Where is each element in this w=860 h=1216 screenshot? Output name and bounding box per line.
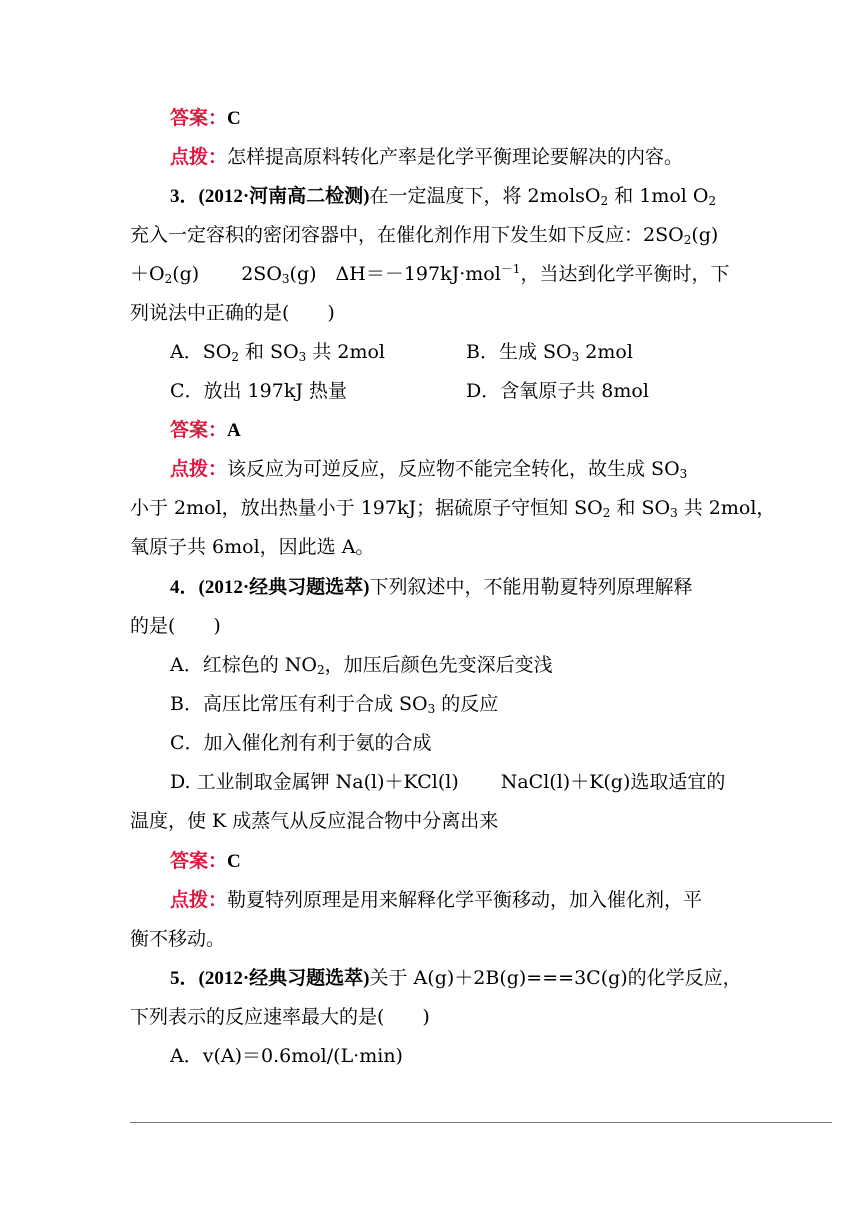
option-b: B．生成 $SO_3$ 2mol xyxy=(466,341,633,364)
q4-hint-line1 xyxy=(170,888,702,912)
stem-text: 关于 A(g)＋2B(g)===3C(g)的化学反应， xyxy=(369,967,742,989)
option-text: C．加入催化剂有利于氨的合成 xyxy=(170,732,432,754)
option-text: D. 工业制取金属钾 Na(l)＋KCl(l) xyxy=(170,771,459,793)
option-a: A．红棕色的 $NO_2$，加压后颜色先变深后变浅 xyxy=(170,654,553,677)
stem-text: 和 1mol O xyxy=(608,185,709,207)
stem-text: ，当达到化学平衡时，下 xyxy=(520,263,730,285)
option-text: 和 SO xyxy=(238,341,299,363)
q3-answer xyxy=(170,418,241,443)
option-c xyxy=(170,731,432,755)
stem-text: 下列叙述中，不能用勒夏特列原理解释 xyxy=(369,576,693,598)
q4-answer xyxy=(170,849,241,874)
q3-stem-line3: $+O_2(g)$ $2SO_3(g)$ ΔH＝－197kJ·mol$^{-1}$，当达到化学平衡时，下 xyxy=(130,262,730,286)
hint-text: 共 2mol， xyxy=(677,497,776,519)
q3-hint-line3 xyxy=(130,535,374,559)
hint-label: 点拨： xyxy=(170,889,228,911)
stem-text: ＋O xyxy=(130,263,165,285)
q3-stem-line4 xyxy=(130,301,335,325)
option-text: A．SO xyxy=(170,341,232,363)
option-text: C．放出 197kJ 热量 xyxy=(170,380,348,402)
option-text: 共 2mol xyxy=(306,341,385,363)
footer-rule xyxy=(130,1122,832,1123)
question-source: (2012·经典习题选萃) xyxy=(198,968,370,989)
answer-label: 答案： xyxy=(170,850,228,872)
question-number: 3． xyxy=(170,186,199,207)
stem-text: (g) ΔH＝－197kJ·mol xyxy=(289,263,501,285)
q3-hint-line1: 点拨：该反应为可逆反应，反应物不能完全转化，故生成 $SO_3$ xyxy=(170,458,688,481)
option-d-line2 xyxy=(130,809,498,833)
answer-label: 答案： xyxy=(170,107,228,129)
option-text: NaCl(l)＋K(g)选取适宜的 xyxy=(500,771,726,793)
question-source: (2012·经典习题选萃) xyxy=(198,577,370,598)
q2-hint xyxy=(170,145,683,169)
option-text: 的反应 xyxy=(435,693,499,715)
stem-text: (g) xyxy=(172,263,200,285)
hint-text: 该反应为可逆反应，反应物不能完全转化，故生成 SO xyxy=(227,458,680,480)
hint-text: 小于 2mol，放出热量小于 197kJ；据硫原子守恒知 SO xyxy=(130,497,603,519)
option-text: ，加压后颜色先变深后变浅 xyxy=(324,654,553,676)
question-number: 5． xyxy=(170,968,199,989)
q4-stem-line1 xyxy=(170,575,693,600)
option-text: A．红棕色的 NO xyxy=(170,654,317,676)
option-c xyxy=(170,379,347,403)
q3-options-row1 xyxy=(170,340,385,364)
hint-text: 衡不移动。 xyxy=(130,928,226,950)
hint-text: 氧原子共 6mol，因此选 A。 xyxy=(130,536,375,558)
option-d xyxy=(466,379,649,403)
hint-text: 勒夏特列原理是用来解释化学平衡移动，加入催化剂，平 xyxy=(227,889,703,911)
option-a: A．$SO_2$ 和 $SO_3$ 共 2mol xyxy=(170,341,385,364)
question-number: 4． xyxy=(170,577,199,598)
option-text: B．生成 SO xyxy=(466,341,572,363)
stem-text: 在一定温度下，将 2molsO xyxy=(369,185,601,207)
q3-hint-line2: 小于 2mol，放出热量小于 197kJ；据硫原子守恒知 $SO_2$ 和 $SO_3$ 共 2mol， xyxy=(130,497,776,520)
option-text: 温度，使 K 成蒸气从反应混合物中分离出来 xyxy=(130,810,499,832)
stem-text: (g) xyxy=(691,224,719,246)
hint-text: 和 SO xyxy=(610,497,671,519)
answer-value: A xyxy=(227,420,241,441)
q4-stem-line2 xyxy=(130,614,221,638)
answer-value: C xyxy=(227,108,241,129)
option-d xyxy=(170,770,725,794)
superscript: －1 xyxy=(500,262,521,276)
q3-stem-line1: 3．(2012·河南高二检测)在一定温度下，将 2molsO$_2$ 和 1mol $O_2$ xyxy=(170,185,717,208)
option-text: 2mol xyxy=(579,341,633,363)
option-text: D．含氧原子共 8mol xyxy=(466,380,649,402)
option-a xyxy=(170,1044,403,1068)
hint-label: 点拨： xyxy=(170,458,228,480)
question-source: (2012·河南高二检测) xyxy=(198,186,370,207)
stem-text: 的是( ) xyxy=(130,615,221,637)
stem-text: 2SO xyxy=(241,263,282,285)
option-text: A．v(A)＝0.6mol/(L·min) xyxy=(170,1045,403,1067)
q5-stem-line1 xyxy=(170,966,742,991)
q3-stem-line2: 充入一定容积的密闭容器中，在催化剂作用下发生如下反应：$2SO_2(g)$ xyxy=(130,224,719,247)
q5-stem-line2 xyxy=(130,1005,430,1029)
hint-text: 怎样提高原料转化产率是化学平衡理论要解决的内容。 xyxy=(227,146,684,168)
q2-answer xyxy=(170,106,241,131)
stem-text: 充入一定容积的密闭容器中，在催化剂作用下发生如下反应：2SO xyxy=(130,224,684,246)
option-text: B．高压比常压有利于合成 SO xyxy=(170,693,428,715)
stem-text: 下列表示的反应速率最大的是( ) xyxy=(130,1006,430,1028)
answer-label: 答案： xyxy=(170,419,228,441)
option-b: B．高压比常压有利于合成 $SO_3$ 的反应 xyxy=(170,693,499,716)
stem-text: 列说法中正确的是( ) xyxy=(130,302,335,324)
hint-label: 点拨： xyxy=(170,146,228,168)
q4-hint-line2 xyxy=(130,927,225,951)
answer-value: C xyxy=(227,851,241,872)
